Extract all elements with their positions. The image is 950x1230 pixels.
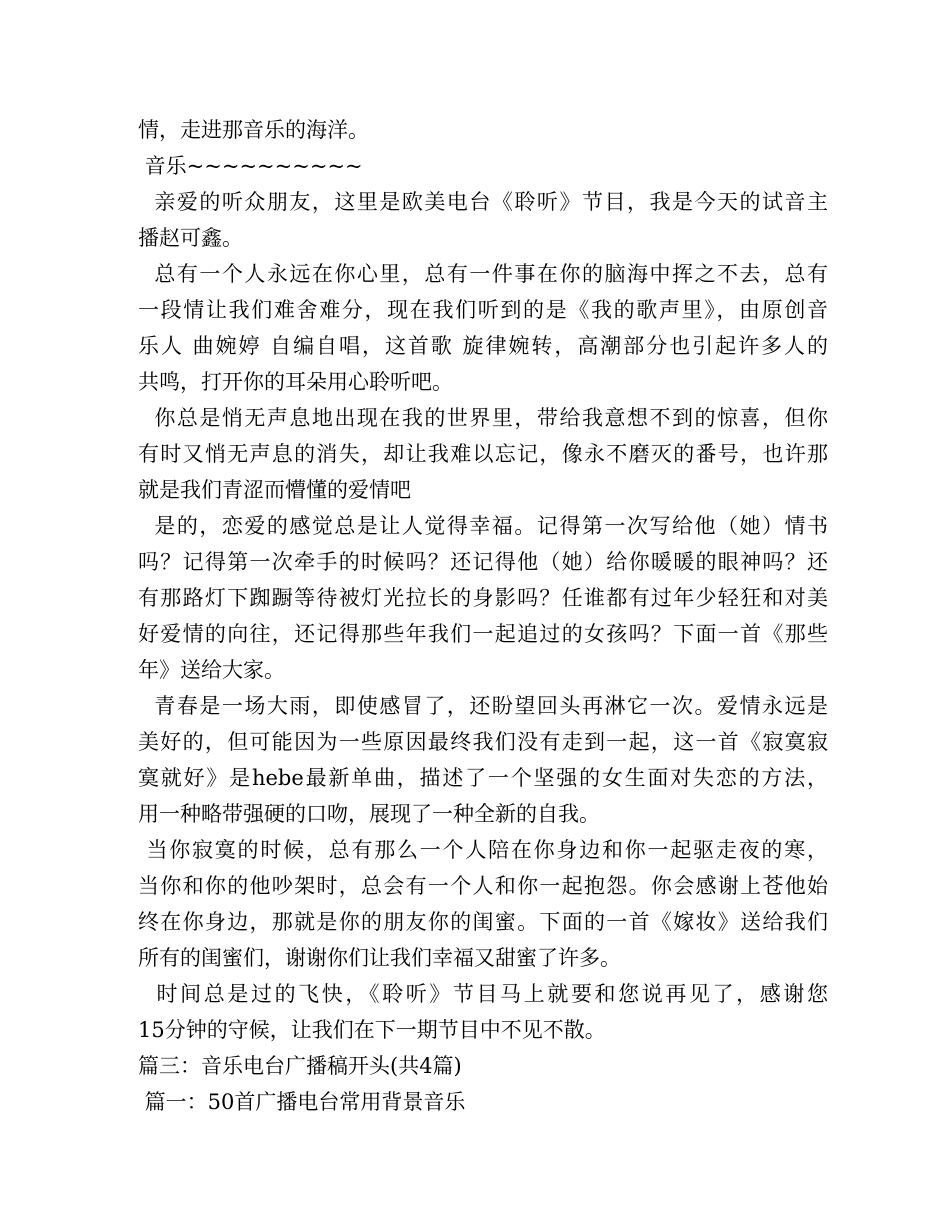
sub-heading: 篇一：50首广播电台常用背景音乐	[138, 1090, 466, 1114]
text-line: 所有的闺蜜们，谢谢你们让我们幸福又甜蜜了许多。	[138, 946, 621, 970]
text-line: 当你和你的他吵架时，总会有一个人和你一起抱怨。你会感谢上苍他始	[138, 874, 828, 898]
text-line: 15分钟的守候，让我们在下一期节目中不见不散。	[138, 1018, 606, 1042]
text-line: 共鸣，打开你的耳朵用心聆听吧。	[138, 370, 453, 394]
text-line: 有那路灯下踟蹰等待被灯光拉长的身影吗？任谁都有过年少轻狂和对美	[138, 586, 828, 610]
text-line: 青春是一场大雨，即使感冒了，还盼望回头再淋它一次。爱情永远是	[138, 694, 828, 718]
text-line: 美好的，但可能因为一些原因最终我们没有走到一起，这一首《寂寞寂	[138, 730, 828, 754]
text-line: 时间总是过的飞快，《聆听》节目马上就要和您说再见了，感谢您	[138, 982, 828, 1006]
text-line: 一段情让我们难舍难分，现在我们听到的是《我的歌声里》，由原创音	[138, 298, 828, 322]
section-heading: 篇三：音乐电台广播稿开头(共4篇)	[138, 1054, 462, 1078]
text-line: 情，走进那音乐的海洋。	[138, 118, 369, 142]
text-line: 寞就好》是hebe最新单曲，描述了一个坚强的女生面对失恋的方法，	[138, 766, 828, 790]
text-line: 亲爱的听众朋友，这里是欧美电台《聆听》节目，我是今天的试音主	[138, 190, 828, 214]
text-line: 乐人 曲婉婷 自编自唱，这首歌 旋律婉转，高潮部分也引起许多人的	[138, 334, 828, 358]
text-line: 音乐~~~~~~~~~~	[138, 154, 363, 178]
text-line: 有时又悄无声息的消失，却让我难以忘记，像永不磨灭的番号，也许那	[138, 442, 828, 466]
text-line: 就是我们青涩而懵懂的爱情吧	[138, 478, 411, 502]
text-line: 年》送给大家。	[138, 658, 285, 682]
text-line: 当你寂寞的时候，总有那么一个人陪在你身边和你一起驱走夜的寒，	[138, 838, 828, 862]
text-line: 终在你身边，那就是你的朋友你的闺蜜。下面的一首《嫁妆》送给我们	[138, 910, 828, 934]
text-line: 用一种略带强硬的口吻，展现了一种全新的自我。	[138, 802, 600, 826]
text-line: 总有一个人永远在你心里，总有一件事在你的脑海中挥之不去，总有	[138, 262, 828, 286]
text-line: 是的，恋爱的感觉总是让人觉得幸福。记得第一次写给他（她）情书	[138, 514, 828, 538]
text-line: 播赵可鑫。	[138, 226, 243, 250]
text-line: 吗？记得第一次牵手的时候吗？还记得他（她）给你暖暖的眼神吗？还	[138, 550, 828, 574]
text-line: 好爱情的向往，还记得那些年我们一起追过的女孩吗？下面一首《那些	[138, 622, 828, 646]
text-line: 你总是悄无声息地出现在我的世界里，带给我意想不到的惊喜，但你	[138, 406, 828, 430]
